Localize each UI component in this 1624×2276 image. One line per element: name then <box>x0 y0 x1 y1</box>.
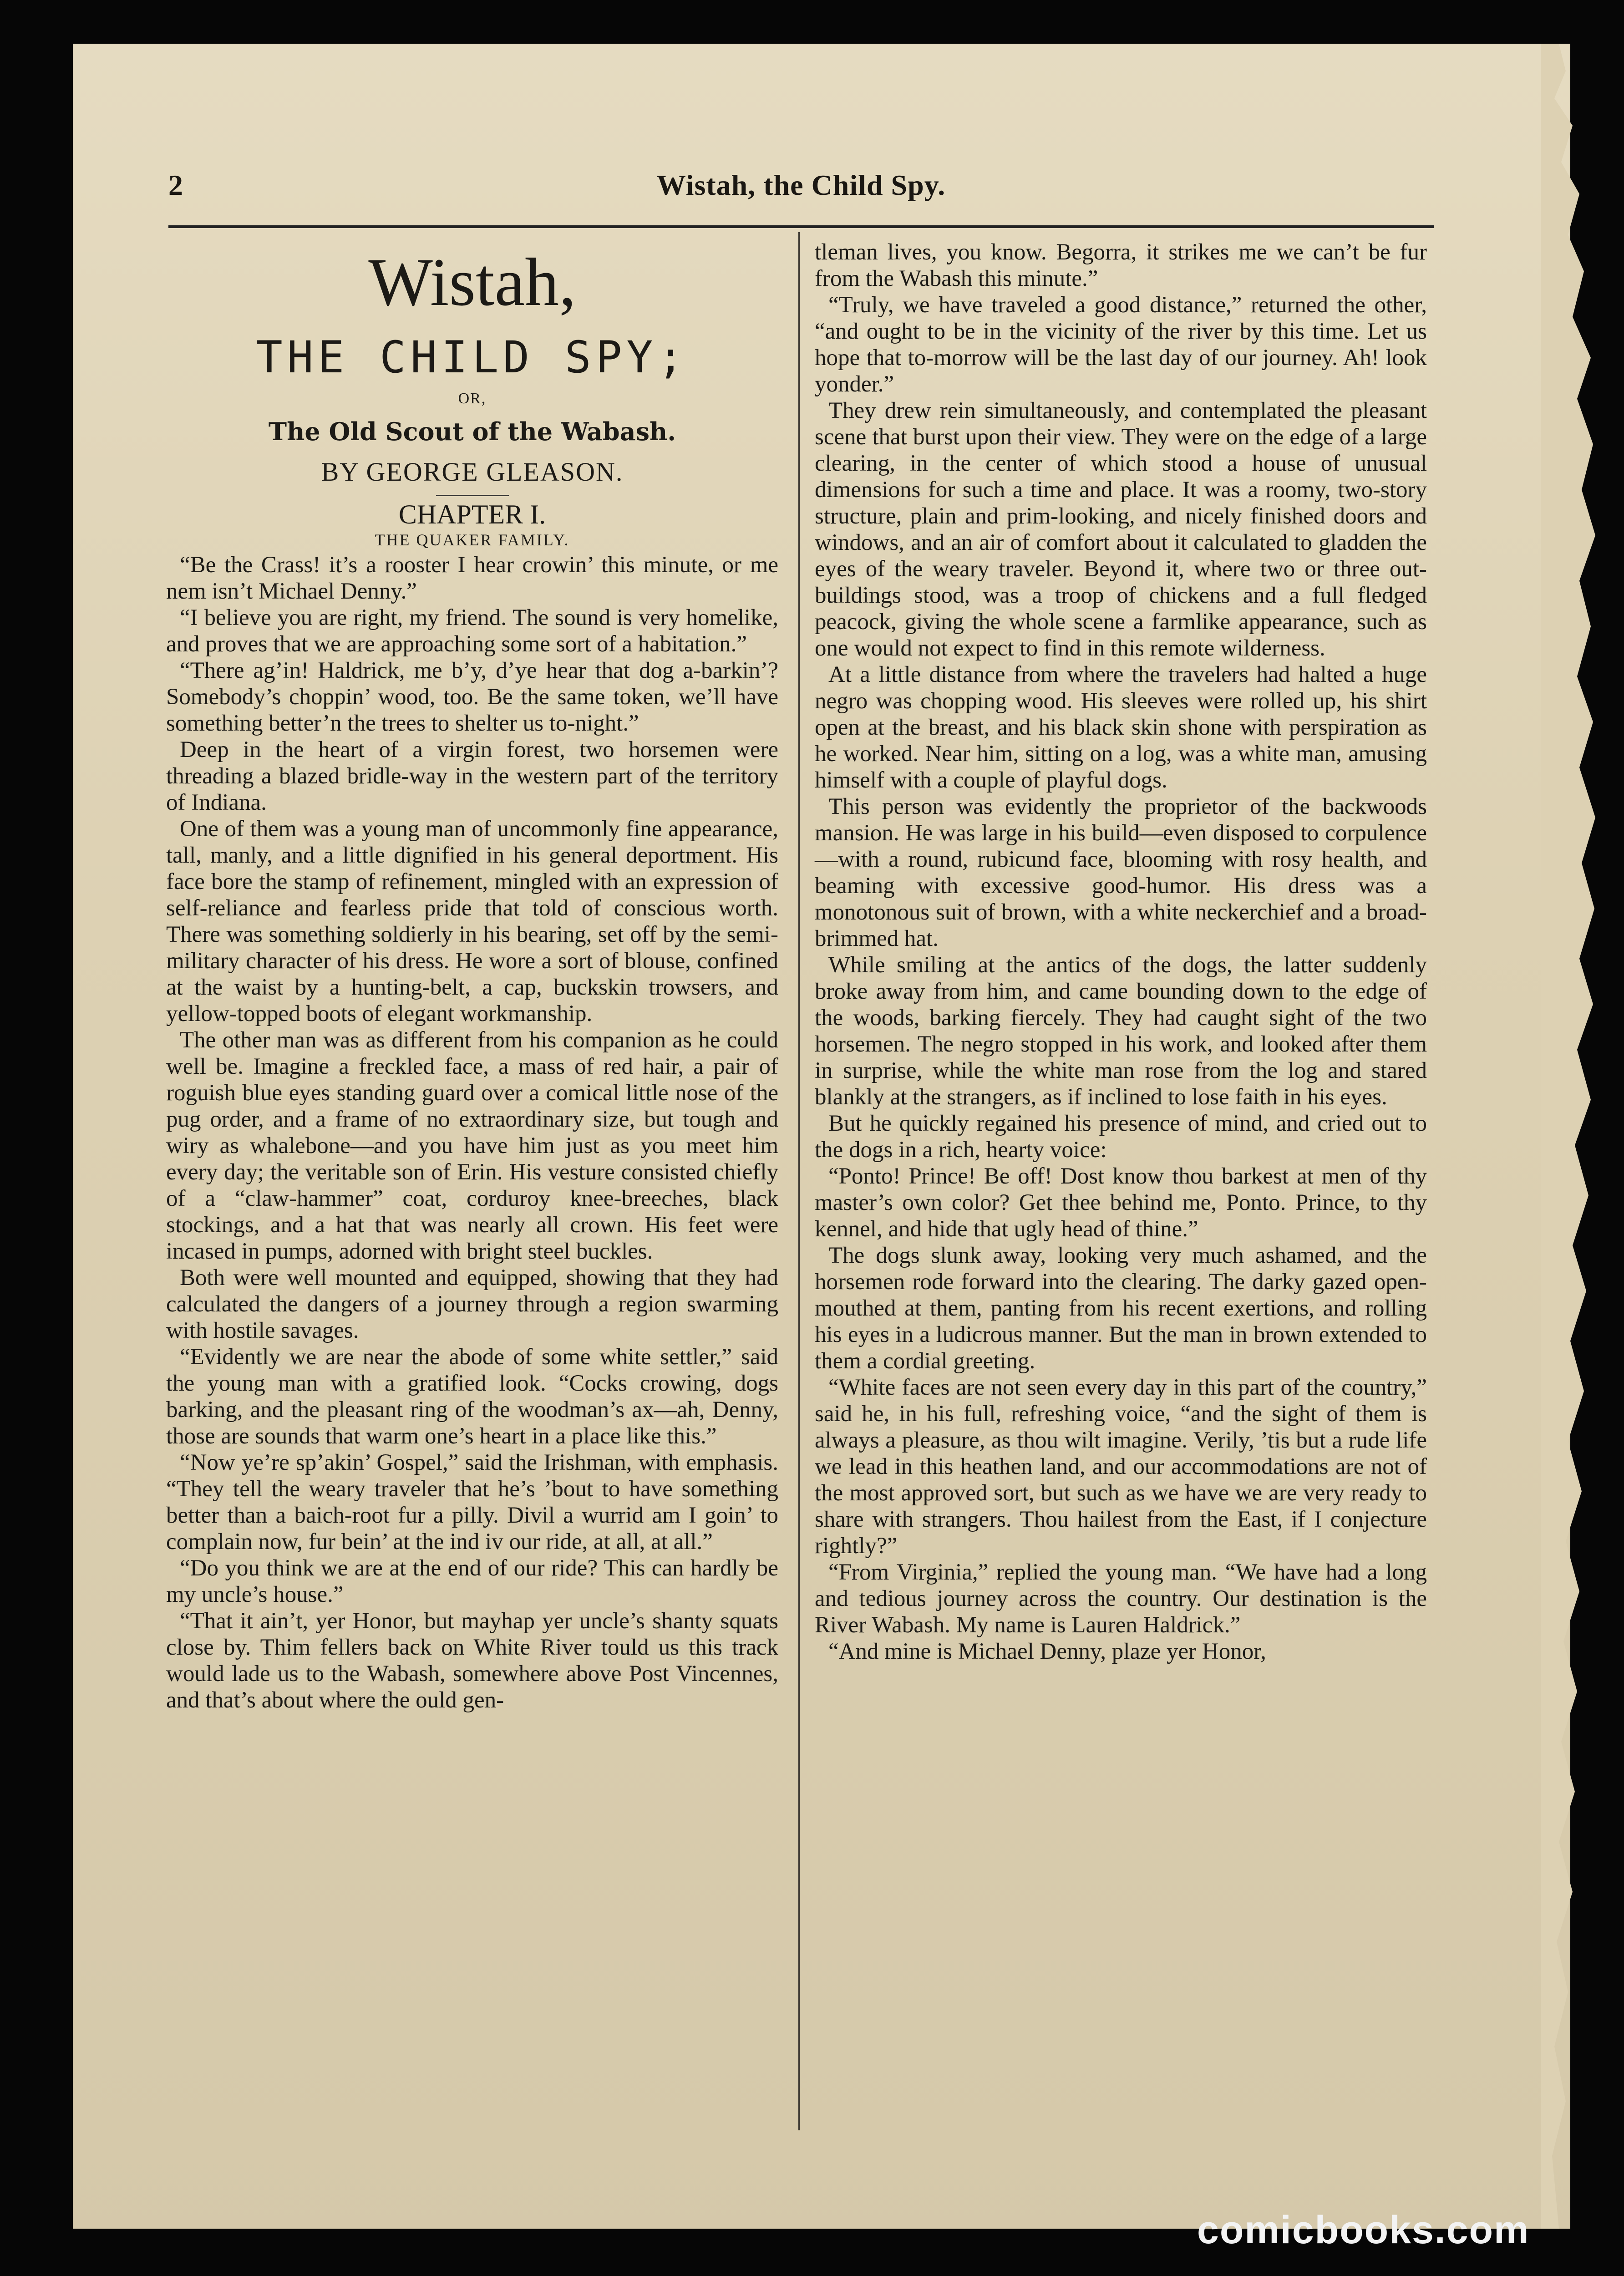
story-title: Wistah, <box>368 244 576 320</box>
column-divider <box>798 232 800 2130</box>
paragraph: “There ag’in! Haldrick, me b’y, d’ye hear that dog a-barkin’? Somebody’s choppin’ wood, too. Be the same token, we’ll have something better’n the trees to shelter us to-night.” <box>166 658 778 736</box>
paragraph: Both were well mounted and equipped, showing that they had calculated the dangers of a journey through a region swarming with hostile savages. <box>166 1265 778 1343</box>
running-title: Wistah, the Child Spy. <box>656 169 946 201</box>
title-or: OR, <box>458 390 487 407</box>
paragraph: “Do you think we are at the end of our ride? This can hardly be my uncle’s house.” <box>166 1555 778 1607</box>
header-rule <box>168 225 1434 228</box>
paragraph: At a little distance from where the travelers had halted a huge negro was chopping wood. His sleeves were rolled up, his shirt open at the breast, and his black skin shone with perspiration as he worked. Near him, sitting on a log, was a white man, amusing himself with a couple of playful dogs. <box>815 662 1427 793</box>
paragraph: While smiling at the antics of the dogs, the latter suddenly broke away from him, and came bounding down to the edge of the woods, barking fiercely. They had caught sight of the two horsemen. The negro stopped in his work, and looked after them in surprise, while the white man rose from the log and stared blankly at the strangers, as if inclined to lose faith in his eyes. <box>815 952 1427 1110</box>
paragraph: “From Virginia,” replied the young man. “We have had a long and tedious journey across the country. Our destination is the River Wabash. My name is Lauren Haldrick.” <box>815 1560 1427 1638</box>
left-column <box>166 239 778 1713</box>
paragraph: One of them was a young man of uncommonly fine appearance, tall, manly, and a little dignified in his general deportment. His face bore the stamp of refinement, mingled with an expression of self-reliance and fearless pride that told of conscious worth. There was something soldierly in his bearing, set off by the semi-military character of his dress. He wore a sort of blouse, confined at the waist by a hunting-belt, a cap, buckskin trowsers, and yellow-topped boots of elegant workmanship. <box>166 816 778 1026</box>
paragraph: “Evidently we are near the abode of some white settler,” said the young man with a gratified look. “Cocks crowing, dogs barking, and the pleasant ring of the woodman’s ax—ah, Denny, those are sounds that warm one’s heart in a place like this.” <box>166 1344 778 1449</box>
paragraph: “Truly, we have traveled a good distance,” returned the other, “and ought to be in the vicinity of the river by this time. Let us hope that to-morrow will be the last day of our journey. Ah! look yonder.” <box>815 292 1427 397</box>
paragraph: “And mine is Michael Denny, plaze yer Honor, <box>828 1639 1266 1664</box>
torn-page-edge <box>1541 44 1604 2229</box>
paragraph: “Now ye’re sp’akin’ Gospel,” said the Irishman, with emphasis. “They tell the weary traveler that he’s ’bout to have something better than a baich-root fur a pilly. Divil a wurrid am I goin’ to complain now, fur bein’ at the ind iv our ride, at all, at all.” <box>166 1450 778 1555</box>
paragraph: “Ponto! Prince! Be off! Dost know thou barkest at men of thy master’s own color? Get thee behind me, Ponto. Prince, to thy kennel, and hide that ugly head of thine.” <box>815 1163 1427 1242</box>
title-block <box>166 244 778 550</box>
paragraph: “White faces are not seen every day in this part of the country,” said he, in his full, refreshing voice, “and the sight of them is always a pleasure, as thou wilt imagine. Verily, ’tis but a rude life we lead in this heathen land, and our accommodations are not of the most approved sort, but such as we have we are very ready to share with strangers. Thou hailest from the East, if I conjecture rightly?” <box>815 1375 1427 1559</box>
paragraph: They drew rein simultaneously, and contemplated the pleasant scene that burst upon their view. They were on the edge of a large clearing, in the center of which stood a house of unusual dimensions for such a time and place. It was a roomy, two-story structure, plain and prim-looking, and nicely finished doors and windows, and an air of comfort about it calculated to gladden the eyes of the weary traveler. Beyond it, where two or three out-buildings stood, was a troop of chickens and a full fledged peacock, giving the whole scene a farmlike appearance, such as one would not expect to find in this remote wilderness. <box>815 398 1427 661</box>
right-column <box>815 239 1427 1665</box>
page-header <box>168 168 1434 218</box>
paragraph: The other man was as different from his companion as he could well be. Imagine a freckled face, a mass of red hair, a pair of roguish blue eyes standing guard over a comical little nose of the pug order, and a frame of no extraordinary size, but tough and wiry as whalebone—and you have him just as you meet him every day; the veritable son of Erin. His vesture consisted chiefly of a “claw-hammer” coat, corduroy knee-breeches, black stockings, and a hat that was nearly all crown. His feet were incased in pumps, adorned with bright steel buckles. <box>166 1027 778 1264</box>
paragraph: “Be the Crass! it’s a rooster I hear crowin’ this minute, or me nem isn’t Michael Denny.” <box>166 552 778 604</box>
byline: BY GEORGE GLEASON. <box>321 457 624 487</box>
chapter-title: THE QUAKER FAMILY. <box>375 531 570 549</box>
paragraph: The dogs slunk away, looking very much ashamed, and the horsemen rode forward into the clearing. The darky gazed open-mouthed at them, panting from his recent exertions, and rolling his eyes in a ludicrous manner. But the man in brown extended to them a cordial greeting. <box>815 1243 1427 1374</box>
paragraph: tleman lives, you know. Begorra, it strikes me we can’t be fur from the Wabash this minute.” <box>815 239 1427 291</box>
alternate-title: The Old Scout of the Wabash. <box>268 417 676 446</box>
story-subtitle: THE CHILD SPY; <box>256 332 689 383</box>
watermark: comicbooks.com <box>1197 2208 1530 2252</box>
chapter-heading: CHAPTER I. <box>398 499 546 529</box>
paragraph: This person was evidently the proprietor of the backwoods mansion. He was large in his build—even disposed to corpulence—with a round, rubicund face, blooming with rosy health, and beaming with excessive good-humor. His dress was a monotonous suit of brown, with a white neckerchief and a broad-brimmed hat. <box>815 794 1427 951</box>
paragraph: Deep in the heart of a virgin forest, two horsemen were threading a blazed bridle-way in the western part of the territory of Indiana. <box>166 737 778 815</box>
paragraph: “That it ain’t, yer Honor, but mayhap yer uncle’s shanty squats close by. Thim fellers back on White River tould us this track would lade us to the Wabash, somewhere above Post Vincennes, and that’s about where the ould gen- <box>166 1608 778 1713</box>
paragraph: “I believe you are right, my friend. The sound is very homelike, and proves that we are approaching some sort of a habitation.” <box>166 605 778 657</box>
paragraph: But he quickly regained his presence of mind, and cried out to the dogs in a rich, hearty voice: <box>815 1111 1427 1163</box>
title-rule <box>436 495 509 496</box>
page-number: 2 <box>168 169 183 201</box>
